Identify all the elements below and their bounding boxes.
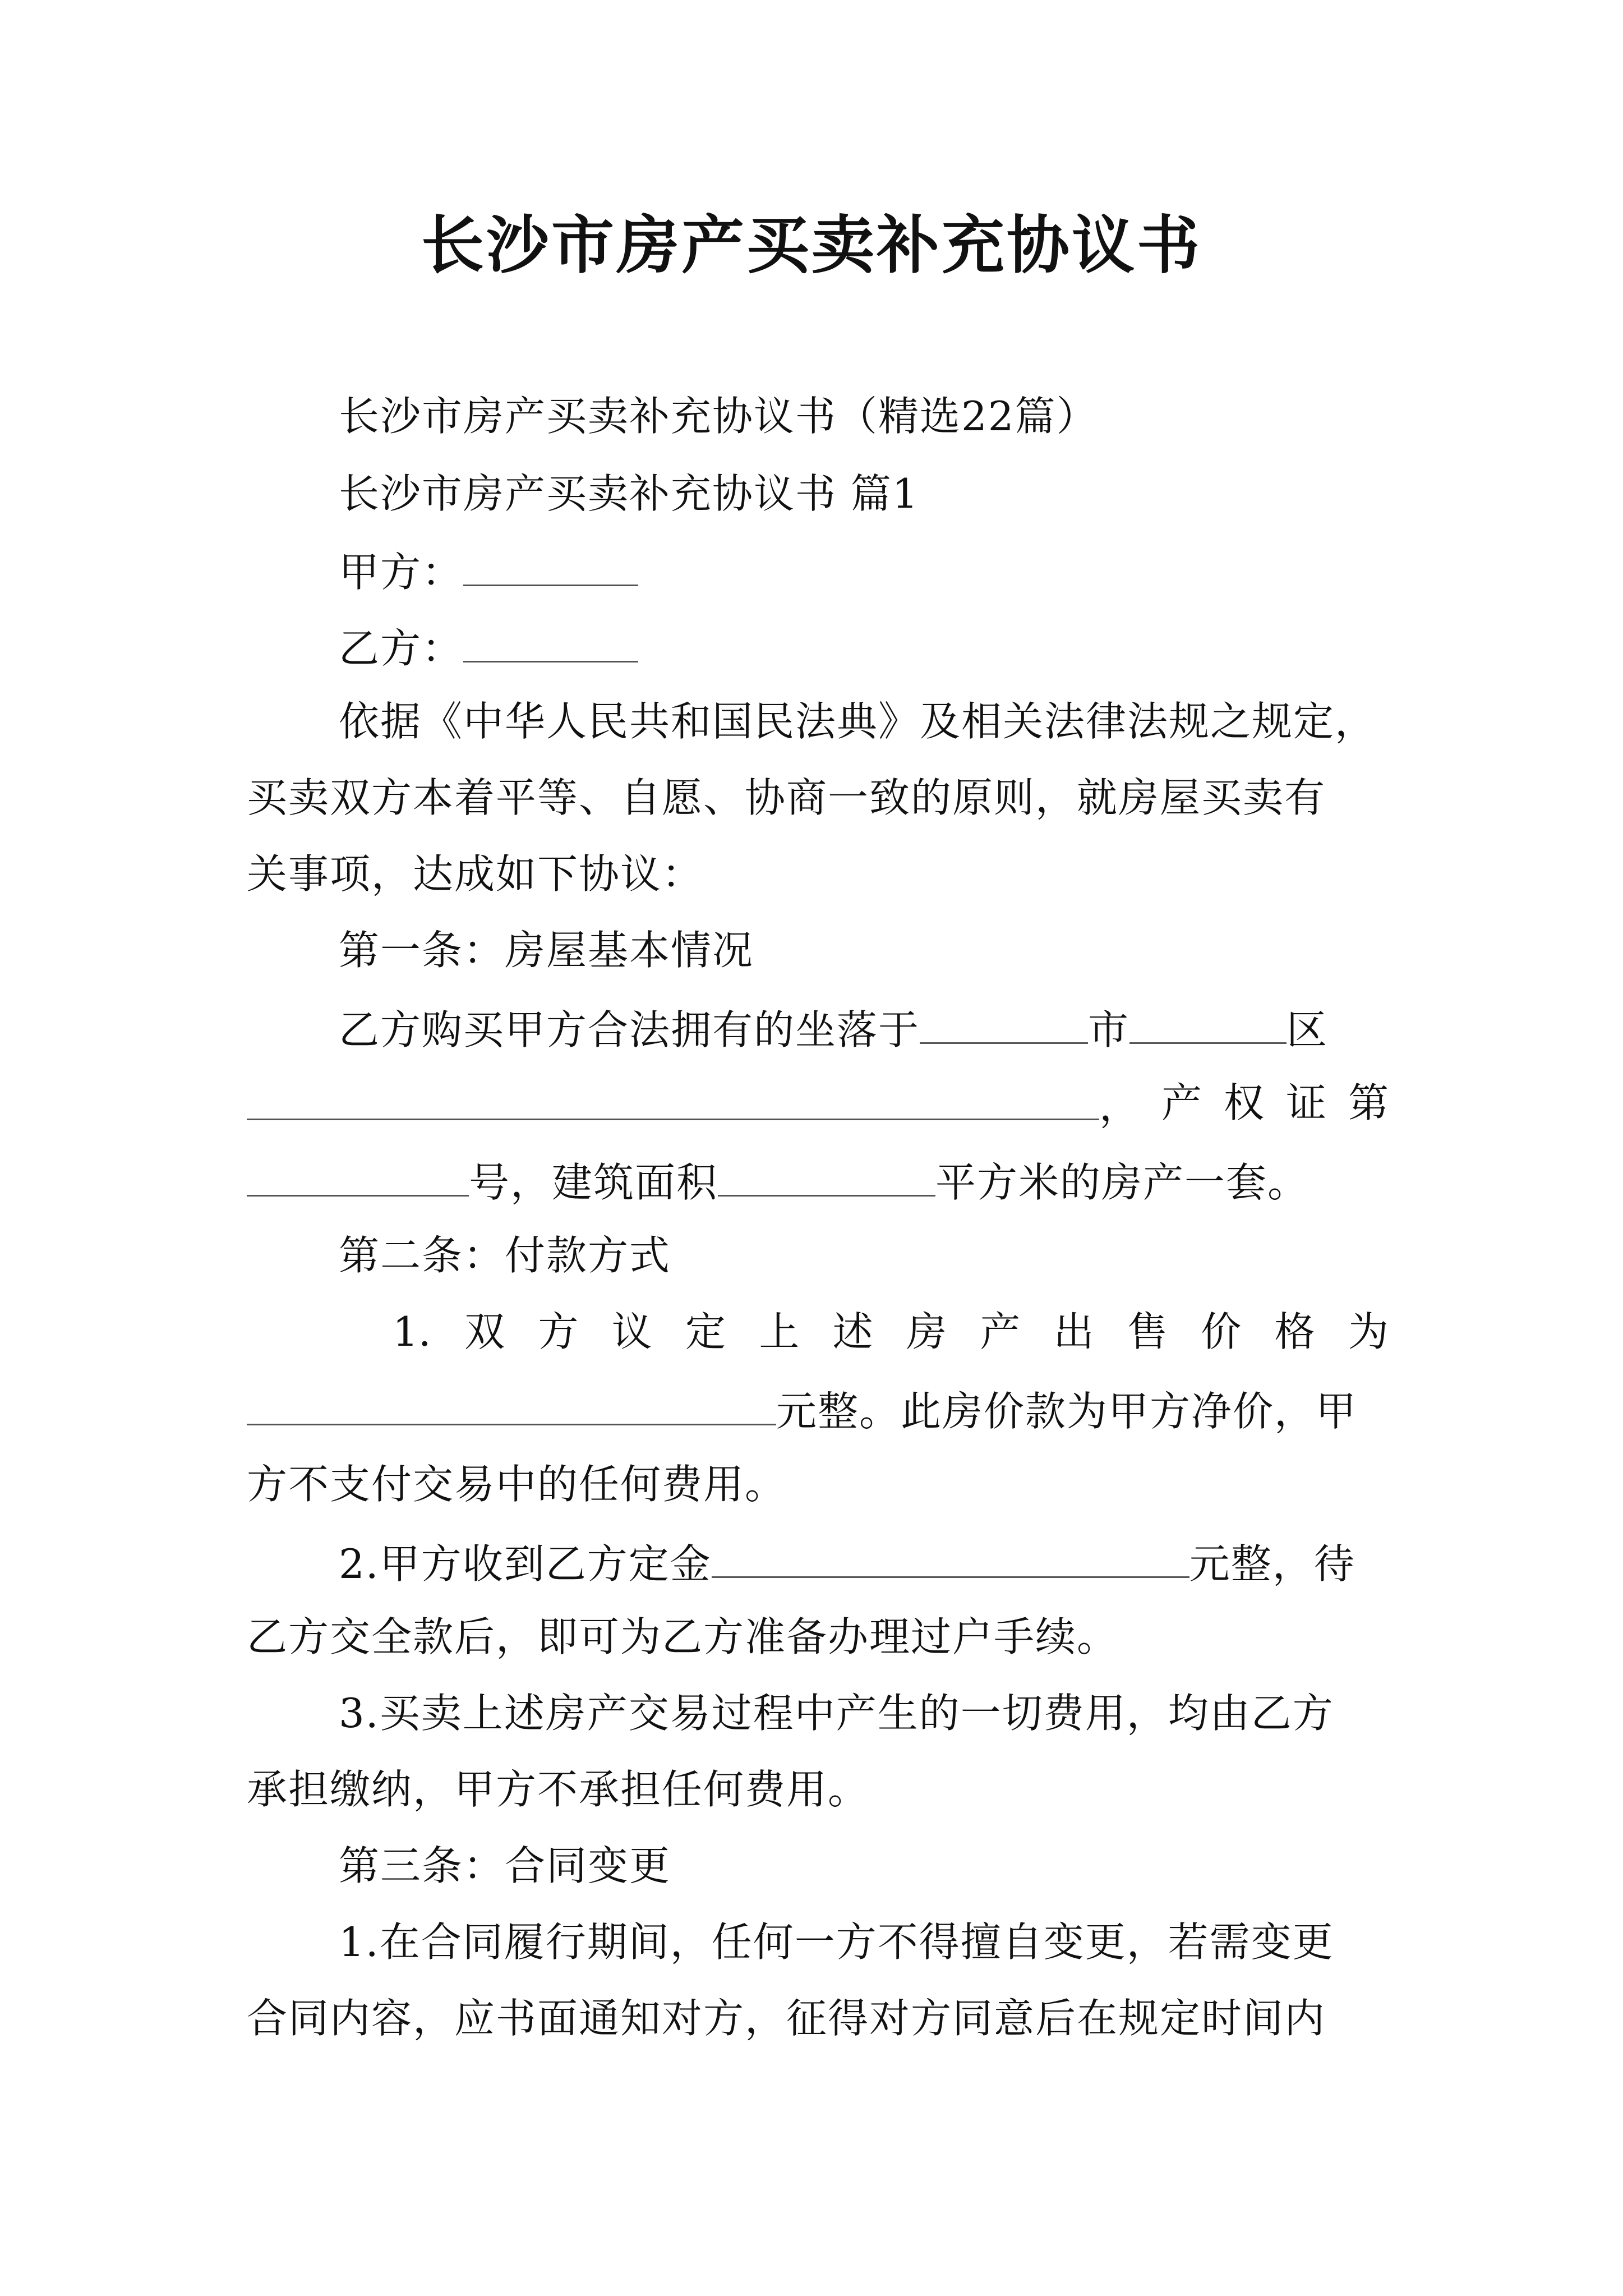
justified-char: 方 [538,1308,579,1355]
justified-char: 房 [906,1308,947,1355]
city-label: 市 [1088,1006,1130,1053]
intro-line-2: 买卖双方本着平等、自愿、协商一致的原则，就房屋买卖有 [247,774,1326,821]
justified-char: 第 [1348,1079,1389,1126]
section-heading: 长沙市房产买卖补充协议书 篇1 [339,470,919,517]
area-blank[interactable] [718,1151,935,1197]
party-a-line [339,541,638,597]
district-label: 区 [1287,1006,1329,1053]
justified-char: 价 [1201,1308,1242,1355]
area-unit-text: 平方米的房产一套。 [935,1159,1310,1206]
article-3-item-1-line-2: 合同内容，应书面通知对方，征得对方同意后在规定时间内 [247,1995,1326,2042]
article-2-item-2-line-2: 乙方交全款后，即可为乙方准备办理过户手续。 [247,1613,1119,1660]
justified-char: 权 [1223,1079,1264,1126]
article-1-line-3 [247,1151,1309,1207]
article-2-item-3-line-2: 承担缴纳，甲方不承担任何费用。 [247,1766,870,1813]
article-2-item-1-line-2 [247,1380,1357,1436]
article-3-heading: 第三条：合同变更 [339,1842,671,1889]
article-2-heading: 第二条：付款方式 [339,1232,671,1279]
party-b-blank[interactable] [463,617,638,662]
party-a-label: 甲方： [339,549,464,596]
article-2-item-3-line-1: 3.买卖上述房产交易过程中产生的一切费用，均由乙方 [339,1690,1334,1737]
price-blank[interactable] [247,1380,776,1425]
justified-char: 证 [1285,1079,1326,1126]
article-3-item-1-line-1: 1.在合同履行期间，任何一方不得擅自变更，若需变更 [339,1918,1334,1966]
justified-char: 格 [1274,1308,1315,1355]
certificate-number-blank[interactable] [247,1151,469,1197]
intro-line-1: 依据《中华人民共和国民法典》及相关法律法规之规定， [339,698,1377,745]
article-1-heading: 第一条：房屋基本情况 [339,927,754,974]
location-text: 乙方购买甲方合法拥有的坐落于 [339,1006,920,1053]
address-blank[interactable] [247,1075,1099,1120]
party-b-label: 乙方： [339,625,464,672]
article-1-line-1 [339,999,1328,1055]
area-text: 号，建筑面积 [469,1159,718,1206]
document-subtitle: 长沙市房产买卖补充协议书（精选22篇） [339,393,1098,440]
justified-char: 定 [685,1308,726,1355]
justified-char: 产 [980,1308,1021,1355]
district-blank[interactable] [1129,999,1287,1044]
city-blank[interactable] [920,999,1088,1044]
justified-char: 出 [1053,1308,1094,1355]
deposit-suffix: 元整，待 [1189,1540,1355,1588]
justified-char: 产 [1161,1079,1202,1126]
article-2-item-1-line-1 [393,1304,1389,1360]
intro-line-3: 关事项，达成如下协议： [247,850,704,898]
document-title: 长沙市房产买卖补充协议书 [421,209,1202,282]
party-b-line [339,617,638,673]
party-a-blank[interactable] [463,541,638,586]
justified-char: 上 [759,1308,800,1355]
article-1-line-2 [247,1075,1389,1131]
justified-char: 为 [1348,1308,1389,1355]
justified-char: 议 [611,1308,652,1355]
justified-char: 双 [464,1308,505,1355]
deposit-blank[interactable] [712,1533,1189,1578]
article-2-item-2-line-1 [339,1533,1355,1589]
justified-char: 售 [1127,1308,1168,1355]
justified-char: 述 [832,1308,873,1355]
justified-char: 1. [393,1308,431,1355]
comma: ， [1099,1083,1140,1130]
deposit-text: 2.甲方收到乙方定金 [339,1540,712,1588]
price-text: 元整。此房价款为甲方净价，甲 [776,1388,1358,1435]
article-2-item-1-line-3: 方不支付交易中的任何费用。 [247,1461,787,1508]
